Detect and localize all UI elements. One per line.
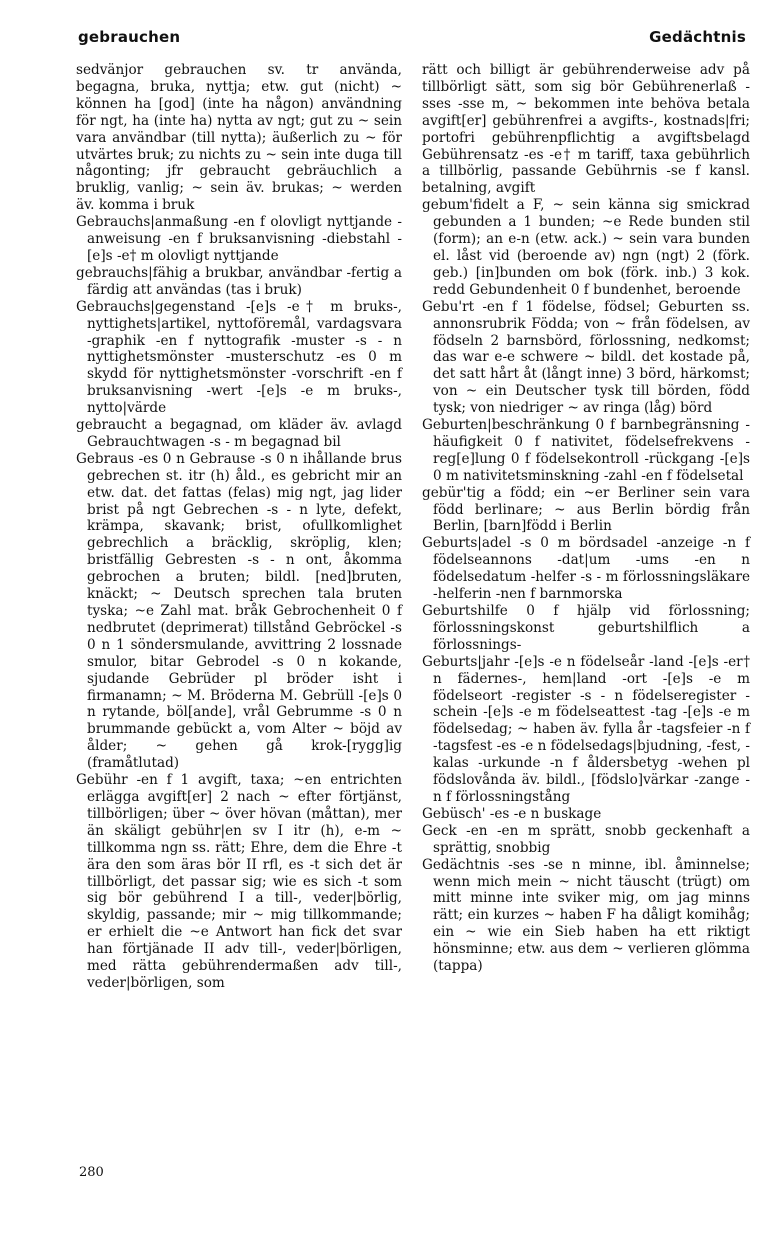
right-column	[422, 62, 750, 975]
entry: Gebühr -en f 1 avgift, taxa; ~en entrichten erlägga avgift[er] 2 nach ~ efter förtjänst, tillbörligen; über ~ över hövan (måttan), mer än skäligt gebühr|en sv I itr (h), e-m ~ tillkomma ngn ss. rätt; Ehre, dem die Ehre -t ära den som äras bör II rfl, es -t sich det är tillbörligt, det passar sig; wie es sich -t som sig bör gebührend I a till-, veder|börlig, skyldig, passande; mir ~ mig tillkommande; er erhielt die ~e Antwort han fick det svar han förtjänade II adv till-, veder|börligen, med rätta gebührendermaßen adv till-, veder|börligen, som	[76, 772, 402, 991]
entry: Geburten|beschränkung 0 f barnbegränsning -häufigkeit 0 f nativitet, födelsefrekvens -reg[e]lung 0 f födelsekontroll -rückgang -[e]s 0 m nativitetsminskning -zahl -en f födelsetal	[422, 417, 750, 484]
entry: Gebrauchs|anmaßung -en f olovligt nyttjande -anweisung -en f bruksanvisning -diebstahl -[e]s -e† m olovligt nyttjande	[76, 214, 402, 264]
header-left-guideword: gebrauchen	[78, 28, 181, 46]
entry: Gebraus -es 0 n Gebrause -s 0 n ihållande brus gebrechen st. itr (h) åld., es gebricht mir an etw. dat. det fattas (felas) mig ngt, jag lider brist på ngt Gebrechen -s - n lyte, defekt, krämpa, skavank; brist, ofullkomlighet gebrechlich a bräcklig, skröplig, klen; bristfällig Gebresten -s - n ont, åkomma gebrochen a bruten; bildl. [ned]bruten, knäckt; ~ Deutsch sprechen tala bruten tyska; ~e Zahl mat. bråk Gebrochenheit 0 f nedbrutet (deprimerat) tillstånd Gebröckel -s 0 n 1 söndersmulande, avvittring 2 lossnade smulor, bitar Gebrodel -s 0 n kokande, sjudande Gebrüder pl bröder isht i firmanamn; ~ M. Bröderna M. Gebrüll -[e]s 0 n rytande, böl[ande], vrål Gebrumme -s 0 n brummande gebückt a, vom Alter ~ böjd av ålder; ~ gehen gå krok-[rygg]ig (framåtlutad)	[76, 450, 402, 772]
entry: Geburtshilfe 0 f hjälp vid förlossning; förlossningskonst geburtshilflich a förlossnings-	[422, 603, 750, 653]
entry: Gedächtnis -ses -se n minne, ibl. åminnelse; wenn mich mein ~ nicht täuscht (trügt) om mitt minne inte sviker mig, om jag minns rätt; ein kurzes ~ haben F ha dåligt komihåg; ein ~ wie ein Sieb haben ha ett riktigt hönsminne; etw. aus dem ~ verlieren glömma (tappa)	[422, 856, 750, 975]
left-column	[76, 62, 402, 992]
entry: Gebrauchs|gegenstand -[e]s -e† m bruks-, nyttighets|artikel, nyttoföremål, vardagsvara -graphik -en f nyttografik -muster -s - n nyttighetsmönster -musterschutz -es 0 m skydd för nyttighetsmönster -vorschrift -en f bruksanvisning -wert -[e]s -e m bruks-, nytto|värde	[76, 298, 402, 417]
entry: gebraucht a begagnad, om kläder äv. avlagd Gebrauchtwagen -s - m begagnad bil	[76, 417, 402, 450]
entry: gebum'fidelt a F, ~ sein känna sig smickrad gebunden a 1 bunden; ~e Rede bunden stil (form); an e-n (etw. ack.) ~ sein vara bunden el. låst vid (beroende av) ngn (ngt) 2 (förk. geb.) [in]bunden om bok (förk. inb.) 3 kok. redd Gebundenheit 0 f bundenhet, beroende	[422, 197, 750, 298]
entry: Geburts|adel -s 0 m bördsadel -anzeige -n f födelseannons -dat|um -ums -en n födelsedatum -helfer -s - m förlossningsläkare -helferin -nen f barnmorska	[422, 535, 750, 603]
entry: Gebu'rt -en f 1 födelse, födsel; Geburten ss. annonsrubrik Födda; von ~ från födelsen, av födseln 2 barnsbörd, förlossning, nedkomst; das war e-e schwere ~ bildl. det kostade på, det satt hårt åt (långt inne) 3 börd, härkomst; von ~ ein Deutscher tysk till börden, född tysk; von niedriger ~ av ringa (låg) börd	[422, 298, 750, 417]
entry: Gebüsch' -es -e n buskage	[422, 805, 602, 822]
entry: gebrauchs|fähig a brukbar, användbar -fertig a färdig att användas (tas i bruk)	[76, 264, 402, 298]
entry: Geck -en -en m sprätt, snobb geckenhaft a sprättig, snobbig	[422, 822, 750, 856]
entry: rätt och billigt är gebührenderweise adv på tillbörligt sätt, som sig bör Gebührenerlaß -sses -sse m, ~ bekommen inte behöva betala avgift[er] gebührenfrei a avgifts-, kostnads|fri; portofri gebührenpflichtig a avgiftsbelagd Gebührensatz -es -e† m tariff, taxa gebührlich a tillbörlig, passande Gebührnis -se f kansl. betalning, avgift	[422, 62, 750, 197]
entry: sedvänjor gebrauchen sv. tr använda, begagna, bruka, nyttja; etw. gut (nicht) ~ können ha [god] (inte ha någon) användning för ngt, ha (inte ha) nytta av ngt; gut zu ~ sein vara användbar (till nytta); äußerlich zu ~ för utvärtes bruk; zu nichts zu ~ sein inte duga till någonting; jfr gebraucht gebräuchlich a bruklig, vanlig; ~ sein äv. brukas; ~ werden äv. komma i bruk	[76, 62, 402, 214]
page-number: 280	[79, 1165, 104, 1180]
entry: Geburts|jahr -[e]s -e n födelseår -land -[e]s -er† n fädernes-, hem|land -ort -[e]s -e m födelseort -register -s - n födelseregister -schein -[e]s -e m födelseattest -tag -[e]s -e m födelsedag; ~ haben äv. fylla år -tagsfeier -n f -tagsfest -es -e n födelsedags|bjudning, -fest, -kalas -urkunde -n f åldersbetyg -wehen pl födslovånda äv. bildl., [födslo]värkar -zange -n f förlossningstång	[422, 653, 750, 805]
entry: gebür'tig a född; ein ~er Berliner sein vara född berlinare; ~ aus Berlin bördig från Berlin, [barn]född i Berlin	[422, 484, 750, 535]
header-right-guideword: Gedächtnis	[649, 28, 746, 46]
